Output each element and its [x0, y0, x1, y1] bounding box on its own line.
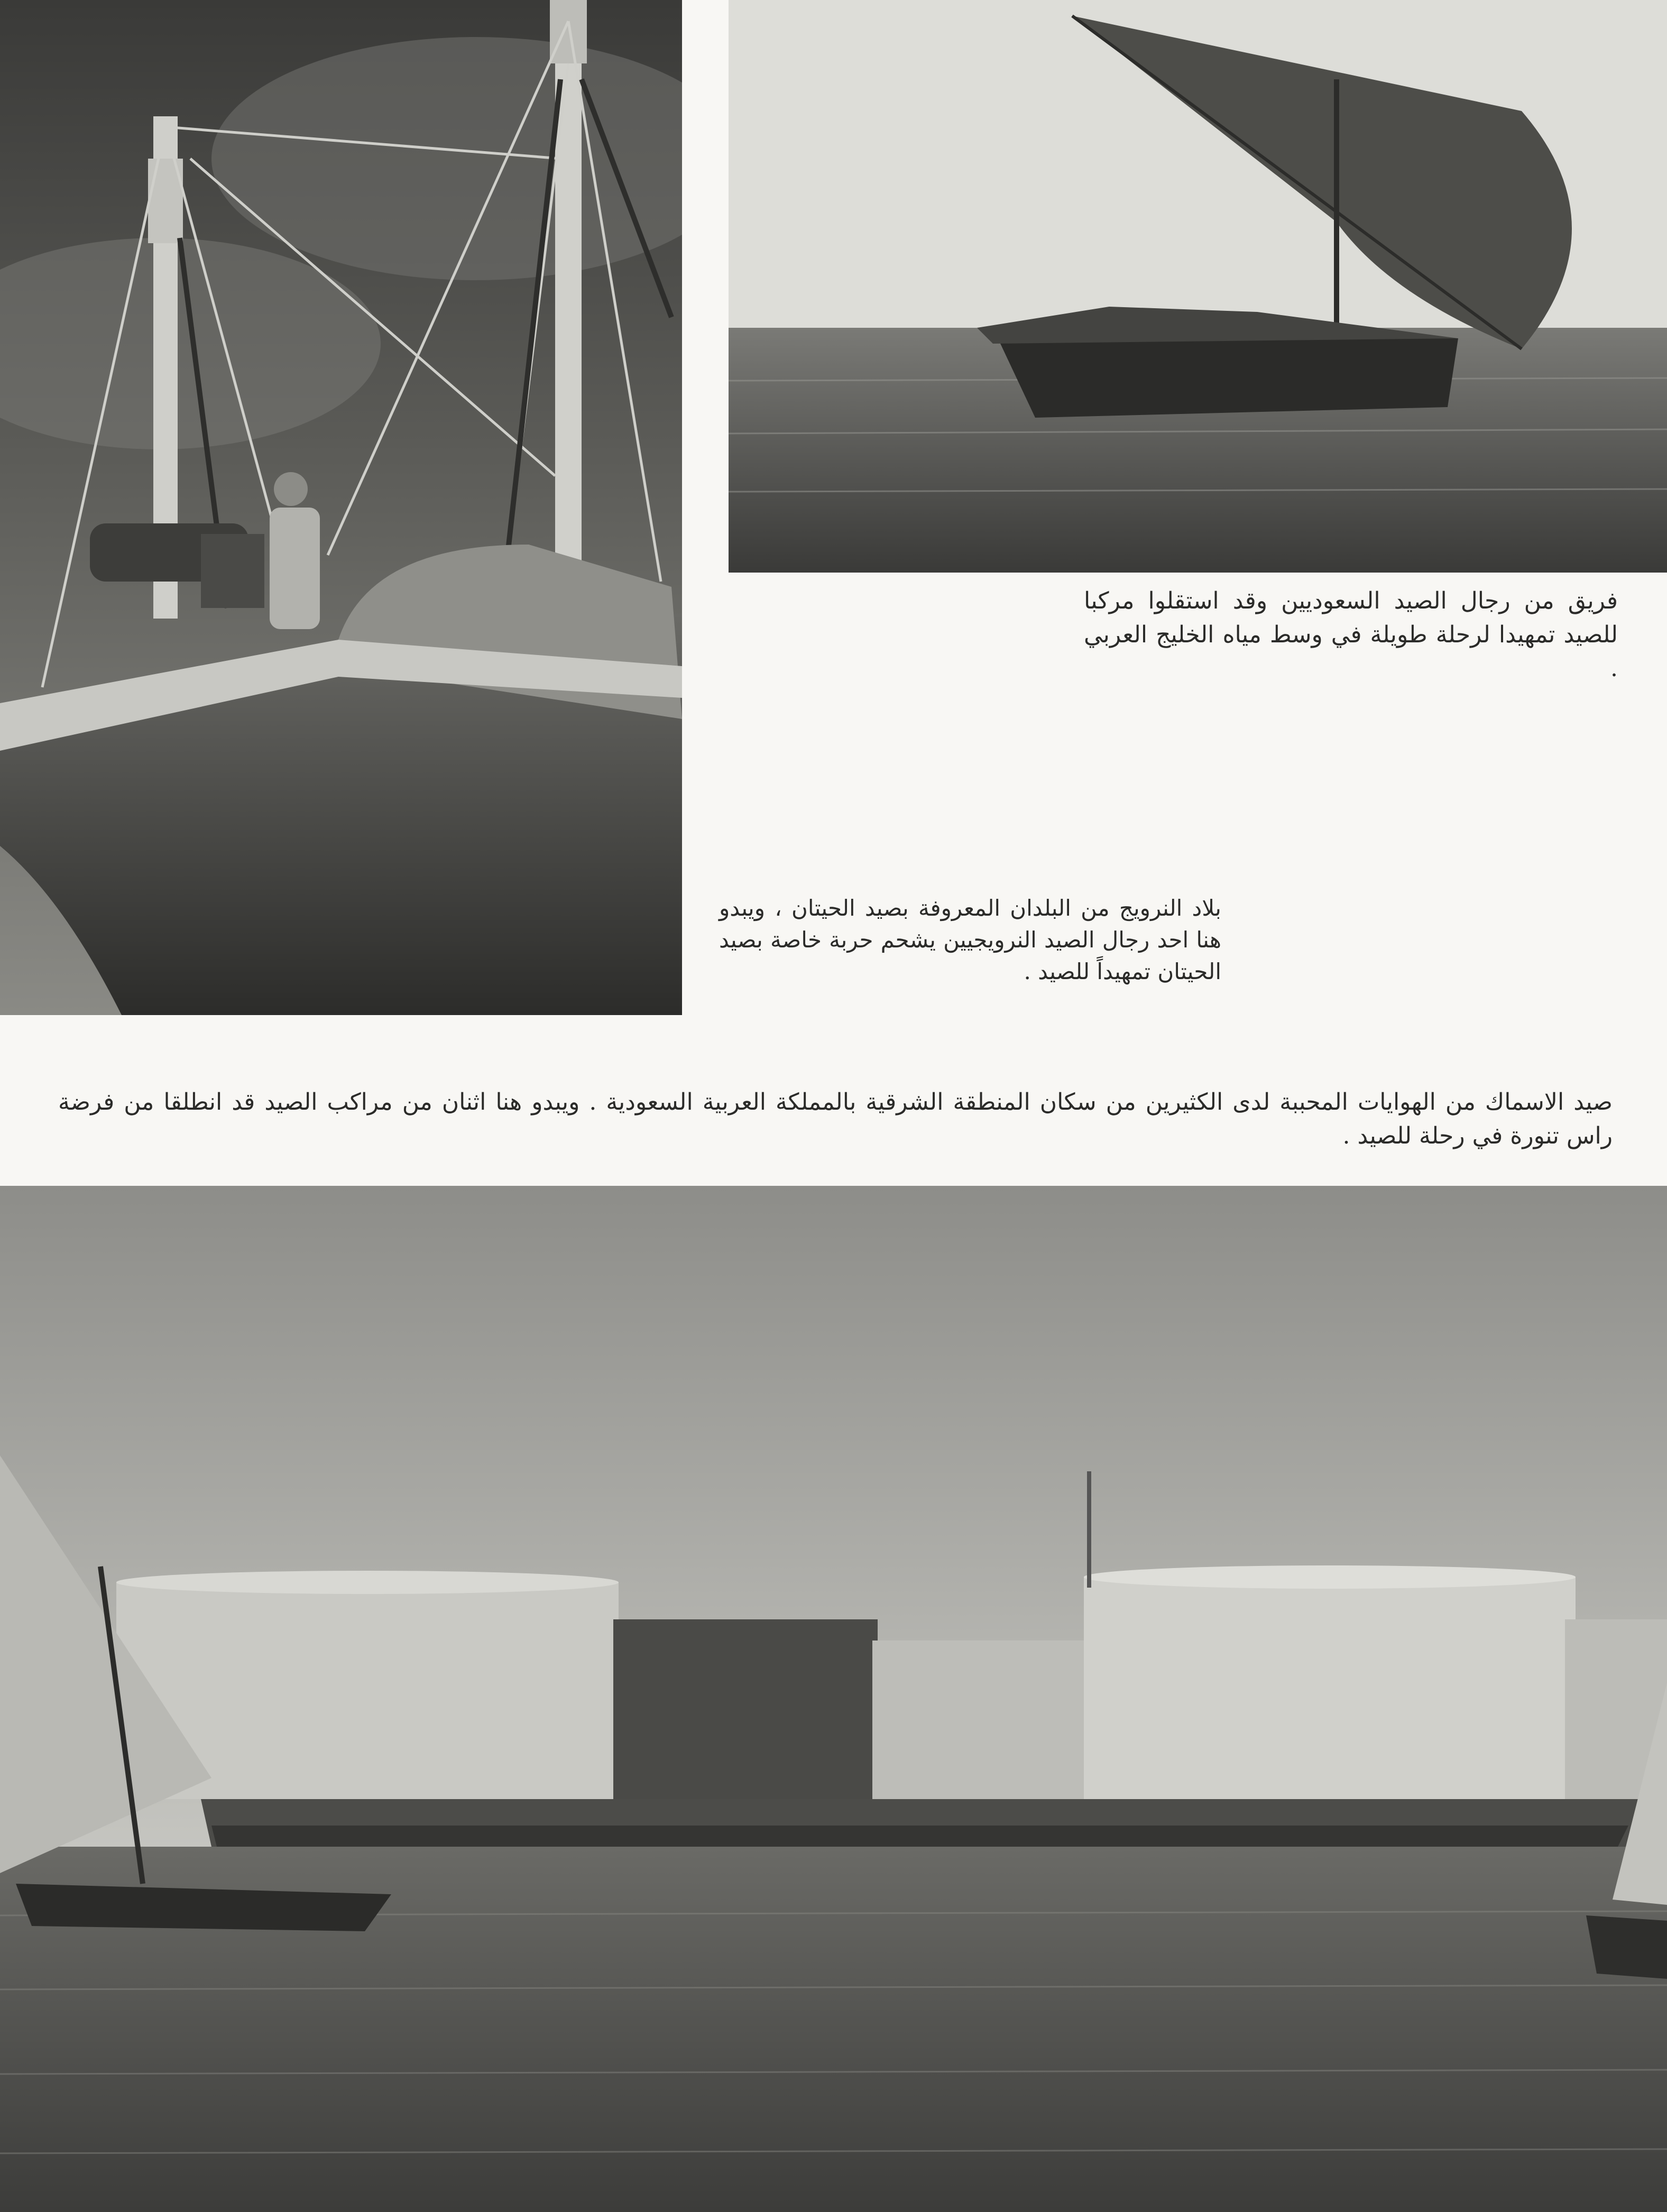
dhow-sailboat-photo	[729, 0, 1667, 573]
oil-tanks-harbor-photo	[0, 1186, 1667, 2212]
whaling-ship-photo	[0, 0, 682, 1015]
norway-whaling-caption: بلاد النرويج من البلدان المعروفة بصيد الحيتان ، ويبدو هنا احد رجال الصيد النرويجيين يشحم حربة خاصة بصيد الحيتان تمهيداً للصيد .	[719, 895, 1221, 984]
dhow-photo-caption: فريق من رجال الصيد السعوديين وقد استقلوا مركبا للصيد تمهيدا لرحلة طويلة في وسط مياه الخليج العربي .	[1084, 587, 1618, 682]
fishing-boats-caption: صيد الاسماك من الهوايات المحببة لدى الكثيرين من سكان المنطقة الشرقية بالمملكة العربية السعودية . ويبدو هنا اثنان من مراكب الصيد قد انطلقا من فرضة راس تنورة في رحلة للصيد .	[58, 1089, 1613, 1149]
